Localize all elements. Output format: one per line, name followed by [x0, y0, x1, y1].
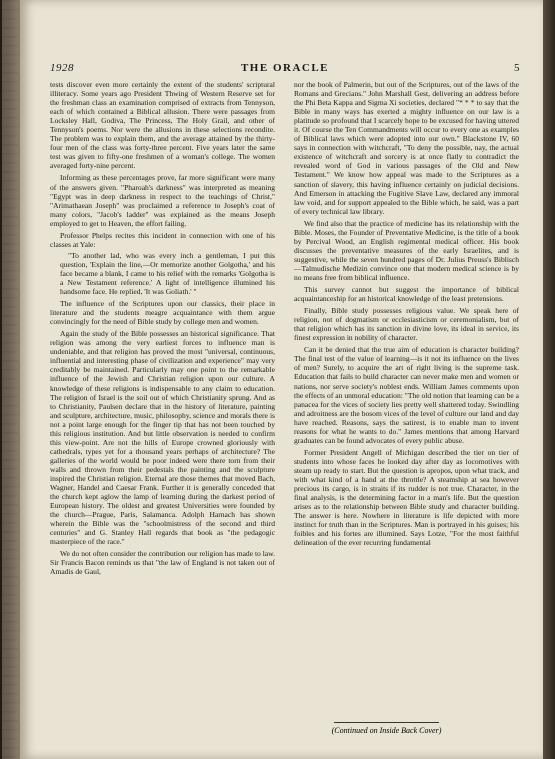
- continued-note: [274, 726, 499, 735]
- paragraph: Informing as these percentages prove, far more significant were many of the answers given. "Pharoah's darkness" was interpreted as meaning "Egypt was in deep darkness in respect to the teachings of Christ," "Arimathaean Joseph" was proclaimed a reference to Joseph's coat of many colors, "Jacob's ladder" was explained as the means Joseph employed to get to Heaven, the effort failing.: [50, 173, 275, 228]
- book-right-edge: [543, 0, 555, 759]
- paragraph: We do not often consider the contribution our religion has made to law. Sir Francis Bacon reminds us that "the law of England is not taken out of Amadis de Gaul,: [50, 549, 275, 577]
- paragraph: We find also that the practice of medicine has its relationship with the Bible. Moses, the Founder of Preventative Medicine, is the title of a book by Percival Wood, an English regimental medical officer. His book discusses the preventative measures of the early Israelites, and is suggestive, while the seven hundred pages of Dr. Julius Preuss's Biblisch—Talmudische Medizin convince one that modern medical science is by no means free from biblical influence.: [294, 218, 519, 282]
- right-column: [294, 80, 519, 547]
- page: [20, 0, 543, 759]
- left-column: [50, 80, 275, 576]
- running-header: [50, 62, 520, 78]
- header-year: 1928: [50, 62, 74, 74]
- paragraph: Can it be denied that the true aim of education is character building? The final test of the value of learning—is it not its influence on the lives of men? Surely, to acquire the art of right living is the supreme task. Education that fails to build character can never make men and women or nations, nor serve society's noblest ends. William James comments upon the effects of an unmoral education: "The old notion that learning can be a panacea for the vices of society lies pretty well shattered today. Swindling and adroitness are the bosom vices of the level of culture our land and day have reached. Reasons, says the satirest, is to enable man to invent reasons for what he wants to do." James mentions that among Harvard graduates can be found advocates of every public abuse.: [294, 345, 519, 445]
- divider: [334, 722, 439, 723]
- continued-note-text: (Continued on Inside Back Cover): [331, 726, 442, 735]
- paragraph: Former President Angell of Michigan described the tier on tier of students into whose faces he looked day after day as locomotives with steam up ready to start. But the question is apropos, upon what track, and with what kind of a hand at the throttle? A steamship at sea however precious its cargo, is in straits if its rudder is not true. Character, in the final analysis, is the determining factor in a man's life. But the question arises as to the relationship between Bible study and character building. The answer is here. Nowhere in literature is life depicted with more instinct for truth than in the Scriptures. Man is portrayed in his guises; his foibles and his fortes are illumined. Says Lotze, "For the most faithful delineation of the ever recurring fundamental: [294, 447, 519, 548]
- paragraph: Finally, Bible study possesses religious value. We speak here of religion, not of dogmatism or ecclesiasticism or ceremonialism, but of that religion which has its sanction in divine love, its ideal in service, its finest expression in nobility of character.: [294, 306, 519, 343]
- paragraph: Again the study of the Bible possesses an historical significance. That religion was among the very earliest forces to influence man is undeniable, and that religion has proved the most "universal, continuous, influential and interesting phase of civilization and experience" may very creditably be maintained. Particularly may one point to the remarkable influence of the Jewish and Christian religion upon our culture. A knowledge of these religions is indispensable to any claim to education. The religion of Israel is the soil out of which Christianity sprung. And as to Christianity, Paulsen declare that in the history of literature, painting and sculpture, architecture, music, philosophy, science and morals there is not a point large enough for the finger tip that has not been touched by this religious institution. And but little observation is needed to confirm this view-point. Are not the hills of Europe crowned gloriously with cathedrals, types yet for a thousand years perhaps of architecture? The galleries of the world would be poor indeed were there torn from their walls and thrown from their pedestals the painting and the sculpture inspired the Christian religion. Eternal are those themes that moved Bach, Wagner, Handel and Caesar Frank. Further it is generally conceded that the church kept aglow the lamp of learning during the darkest period of European history. The oldest and greatest Universities were founded by the church—Prague, Paris, Salamanca. Adolph Harnach has shown wherein the Bible was the "schoolmistress of the second and third centuries" and G. Stanley Hall regards that book as "the pedagogic masterpiece of the race.": [50, 329, 275, 547]
- header-title: THE ORACLE: [240, 62, 330, 74]
- previous-page-edge: [2, 0, 18, 759]
- block-quote: "To another lad, who was every inch a gentleman, I put this question, 'Explain the line,—Or memorize another Golgotha,' and his face became a blank, I came to his relief with the remarks 'Golgotha is a New Testament reference.' A light of intelligence illumined his handsome face. He replied, 'It was Goliath.' ": [60, 250, 275, 297]
- paragraph: This survey cannot but suggest the importance of biblical acquaintanceship for an historical knowledge of the least pretensions.: [294, 285, 519, 304]
- page-number: 5: [514, 62, 520, 74]
- paragraph: tests discover even more certainly the extent of the students' scriptural illiteracy. Some years ago President Thwing of Western Reserve set for the freshman class an examination comprised of extracts from Tennyson, each of which contained a Biblical allusion. There were passages from Locksley Hall, Godiva, The Princess, The Holy Grail, and other of Tennyson's poems. Nor were the allusions in these selections recondite. The problem was to explain them, and the average attained by the thirty-four men of the class was forty-three percent. Five years later the same test was given to fifty-one freshmen of a woman's college. The women averaged forty-nine percent.: [50, 80, 275, 171]
- paragraph: nor the book of Palmerin, but out of the Scriptures, out of the laws of the Romans and Grecians." John Marshall Gest, delivering an address before the Phi Beta Kappa and Sigma Xi societies, declared "* * * to say that the Bible in many ways has exerted a mighty influence on our law is a platitude so profound that I scarcely hope to be excused for having uttered it. Of course the Ten Commandments will occur to every one as examples of Biblical laws which were adopted into our own." Blackstone IV, 60 says in connection with witchcraft, "To deny the possible, nay, the actual existence of witchcraft and sorcery is at once flatly to contradict the revealed word of God in various passages of the Old and New Testament." We know how appeal was made to the Scriptures as a sanction of slavery, this having influence certainly on judicial decisions. And Emerson in attacking the Fugitive Slave Law, declared any immoral law void, and for support appealed to the Bible which, he said, was a part of every technical law library.: [294, 80, 519, 216]
- paragraph: The influence of the Scriptures upon our classics, their place in literature and the students meagre acquaintance with them argue convincingly for the need of Bible study by college men and women.: [50, 299, 275, 327]
- paragraph: Professor Phelps recites this incident in connection with one of his classes at Yale:: [50, 230, 275, 249]
